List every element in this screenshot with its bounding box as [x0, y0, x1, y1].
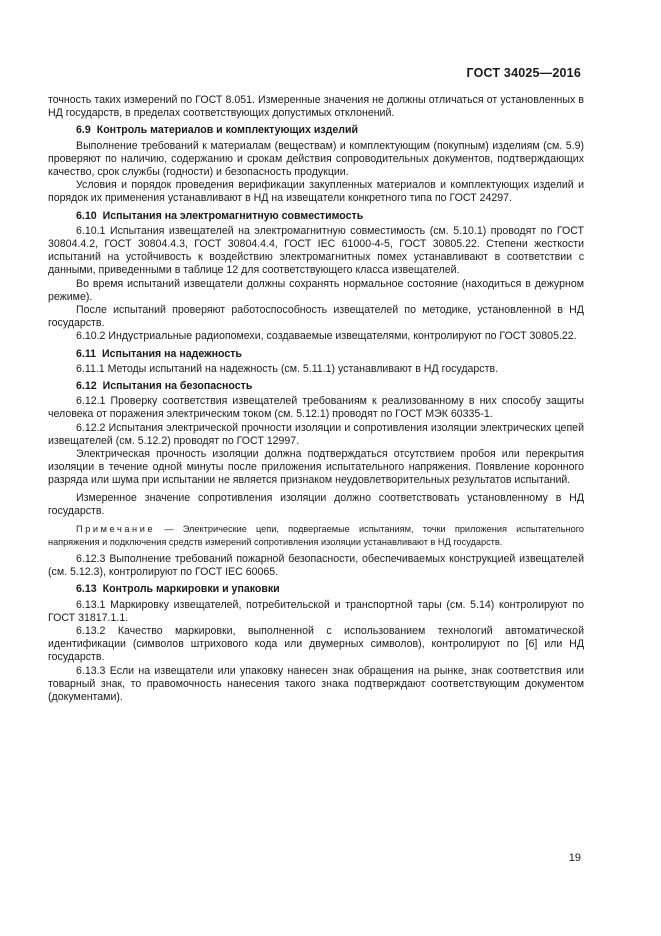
document-body	[48, 94, 584, 704]
section-heading-6-9	[48, 124, 584, 137]
paragraph: 6.10.2 Индустриальные радиопомехи, создаваемые извещателями, контролируют по ГОСТ 30805.22.	[76, 330, 577, 343]
paragraph: Выполнение требований к материалам (веществам) и комплектующим (покупным) изделиям (см. 5.9) проверяют по наличию, содержанию и срокам действия сопроводительных документов, подтверждающих качество, срок службы (годности) и безопасность продукции.	[48, 139, 584, 179]
paragraph: точность таких измерений по ГОСТ 8.051. Измеренные значения не должны отличаться от установленных в НД государств, в пределах соответствующих допустимых отклонений.	[48, 94, 584, 120]
section-title: Испытания на надежность	[102, 347, 242, 360]
note-text: — Электрические цепи, подвергаемые испытаниям, точки приложения испытательного напряжения и подключения средств измерений сопротивления изоляции устанавливают в НД государств.	[48, 524, 584, 547]
paragraph: 6.13.1 Маркировку извещателей, потребительской и транспортной тары (см. 5.14) контролируют по ГОСТ 31817.1.1.	[48, 598, 584, 624]
section-heading-6-11	[48, 348, 584, 361]
section-number: 6.9	[76, 124, 91, 137]
paragraph: 6.12.3 Выполнение требований пожарной безопасности, обеспечиваемых конструкцией извещателей (см. 5.12.3), контролируют по ГОСТ IEC 60065.	[48, 552, 584, 579]
paragraph: 6.13.3 Если на извещатели или упаковку нанесен знак обращения на рынке, знак соответствия или товарный знак, то правомочность нанесения такого знака подтверждают соответствующим документом (документами).	[48, 664, 584, 703]
paragraph: Условия и порядок проведения верификации закупленных материалов и комплектующих изделий и порядок их применения устанавливают в НД на извещатели конкретного типа по ГОСТ 24297.	[48, 179, 584, 205]
note-lead: Примечание	[76, 524, 156, 535]
paragraph: 6.10.1 Испытания извещателей на электромагнитную совместимость (см. 5.10.1) проводят по ГОСТ 30804.4.2, ГОСТ 30804.4.3, ГОСТ 30804.4.4, ГОСТ IEC 61000-4-5, ГОСТ 30805.22. Степени жесткости испытаний на устойчивость к воздействию электромагнитных помех устанавливают в соответствии с данными, приведенными в таблице 12 для соответствующего класса извещателей.	[48, 224, 584, 277]
paragraph: 6.12.1 Проверку соответствия извещателей требованиям к реализованному в них способу защиты человека от поражения электрическим током (см. 5.12.1) проводят по ГОСТ МЭК 60335-1.	[48, 395, 584, 421]
section-number: 6.12	[76, 380, 97, 393]
section-number: 6.11	[76, 347, 97, 360]
section-number: 6.13	[76, 583, 97, 596]
section-heading-6-12	[48, 380, 584, 393]
section-number: 6.10	[76, 209, 97, 222]
paragraph: После испытаний проверяют работоспособность извещателей по методике, установленной в НД государств.	[48, 304, 584, 330]
paragraph: 6.11.1 Методы испытаний на надежность (см. 5.11.1) устанавливают в НД государств.	[76, 362, 499, 375]
section-title: Испытания на безопасность	[102, 380, 253, 393]
section-title: Контроль материалов и комплектующих изделий	[96, 124, 358, 137]
paragraph: Во время испытаний извещатели должны сохранять нормальное состояние (находиться в дежурном режиме).	[48, 277, 584, 303]
section-heading-6-13	[48, 583, 584, 596]
paragraph: 6.12.2 Испытания электрической прочности изоляции и сопротивления изоляции электрических цепей извещателей (см. 5.12.2) проводят по ГОСТ 12997.	[48, 421, 584, 447]
note	[48, 523, 584, 548]
paragraph: 6.13.2 Качество маркировки, выполненной с использованием технологий автоматической идентификации (символов штрихового кода или двумерных символов), контролируют по [6] или НД государств.	[48, 624, 584, 664]
paragraph: Измеренное значение сопротивления изоляции должно соответствовать установленному в НД государств.	[48, 491, 584, 517]
section-title: Испытания на электромагнитную совместимость	[102, 209, 364, 222]
paragraph: Электрическая прочность изоляции должна подтверждаться отсутствием пробоя или перекрытия изоляции в течение одной минуты после приложения испытательного напряжения. Появление коронного разряда или шума при испытании не является признаком неудовлетворительных результатов испытаний.	[48, 448, 584, 487]
document-code: ГОСТ 34025—2016	[466, 66, 581, 80]
section-title: Контроль маркировки и упаковки	[102, 583, 280, 596]
page-number: 19	[568, 852, 581, 864]
section-heading-6-10	[48, 210, 584, 223]
